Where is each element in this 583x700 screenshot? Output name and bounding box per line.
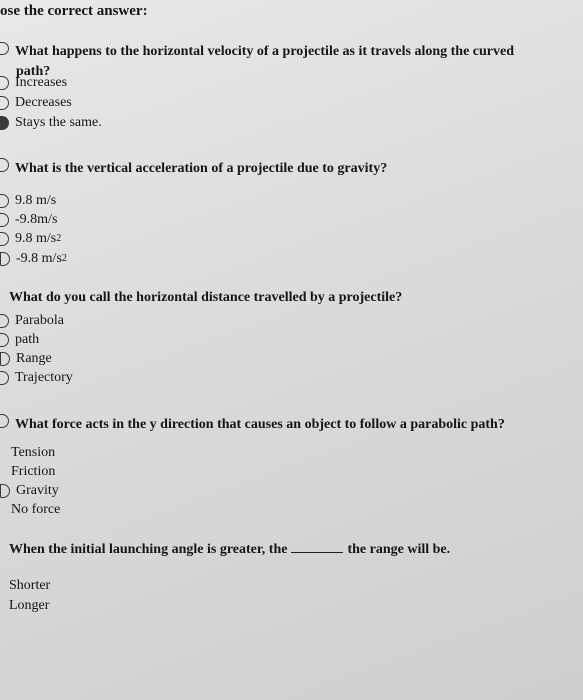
question-4-text: What force acts in the y direction that causes an object to follow a parabolic path?	[15, 417, 505, 432]
radio-bullet-icon[interactable]	[0, 158, 9, 172]
radio-bullet-icon[interactable]	[0, 484, 10, 498]
radio-bullet-icon[interactable]	[0, 232, 9, 246]
question-5	[9, 540, 450, 560]
q4-option-3[interactable]: Gravity	[0, 482, 59, 500]
q3-option-2[interactable]: path	[0, 331, 39, 349]
q1-option-1[interactable]: Increases	[0, 74, 67, 92]
radio-bullet-icon[interactable]	[0, 76, 9, 90]
instructions-header: ose the correct answer:	[0, 3, 148, 19]
q1-option-3[interactable]: Stays the same.	[0, 114, 102, 132]
q1-option-2[interactable]: Decreases	[0, 94, 72, 112]
radio-bullet-icon[interactable]	[0, 116, 9, 130]
radio-bullet-icon[interactable]	[0, 194, 9, 208]
radio-bullet-icon[interactable]	[0, 414, 9, 428]
radio-bullet-icon[interactable]	[0, 371, 9, 385]
q4-option-2[interactable]: Friction	[11, 464, 56, 479]
q4-option-4[interactable]: No force	[11, 502, 61, 517]
q2-option-2[interactable]: -9.8m/s	[0, 211, 57, 229]
q2-option-3[interactable]: 9.8 m/s 2	[0, 230, 61, 248]
radio-bullet-icon[interactable]	[0, 252, 10, 266]
question-1-text: What happens to the horizontal velocity of a projectile as it travels along the curved	[15, 44, 515, 59]
q5-option-2[interactable]: Longer	[9, 598, 50, 613]
radio-bullet-icon[interactable]	[0, 96, 9, 110]
question-4	[0, 414, 505, 435]
question-2	[0, 158, 387, 179]
question-5-text-before: When the initial launching angle is greater, the	[9, 542, 288, 557]
q3-option-4[interactable]: Trajectory	[0, 369, 73, 387]
q3-option-1[interactable]: Parabola	[0, 312, 64, 330]
radio-bullet-icon[interactable]	[0, 352, 10, 366]
answer-blank	[291, 540, 343, 553]
q5-option-1[interactable]: Shorter	[9, 578, 51, 593]
radio-bullet-icon[interactable]	[0, 42, 9, 55]
q3-option-3[interactable]: Range	[0, 350, 52, 368]
question-5-text-after: the range will be.	[347, 542, 451, 557]
q2-option-4[interactable]: -9.8 m/s 2	[0, 250, 67, 268]
question-1	[0, 42, 514, 62]
question-3-text: What do you call the horizontal distance travelled by a projectile?	[9, 290, 403, 305]
q4-option-1[interactable]: Tension	[11, 445, 56, 460]
radio-bullet-icon[interactable]	[0, 333, 9, 347]
question-1-text-cont: path?	[16, 64, 51, 79]
question-2-text: What is the vertical acceleration of a projectile due to gravity?	[15, 161, 388, 176]
q2-option-1[interactable]: 9.8 m/s	[0, 192, 56, 210]
radio-bullet-icon[interactable]	[0, 213, 9, 227]
radio-bullet-icon[interactable]	[0, 314, 9, 328]
